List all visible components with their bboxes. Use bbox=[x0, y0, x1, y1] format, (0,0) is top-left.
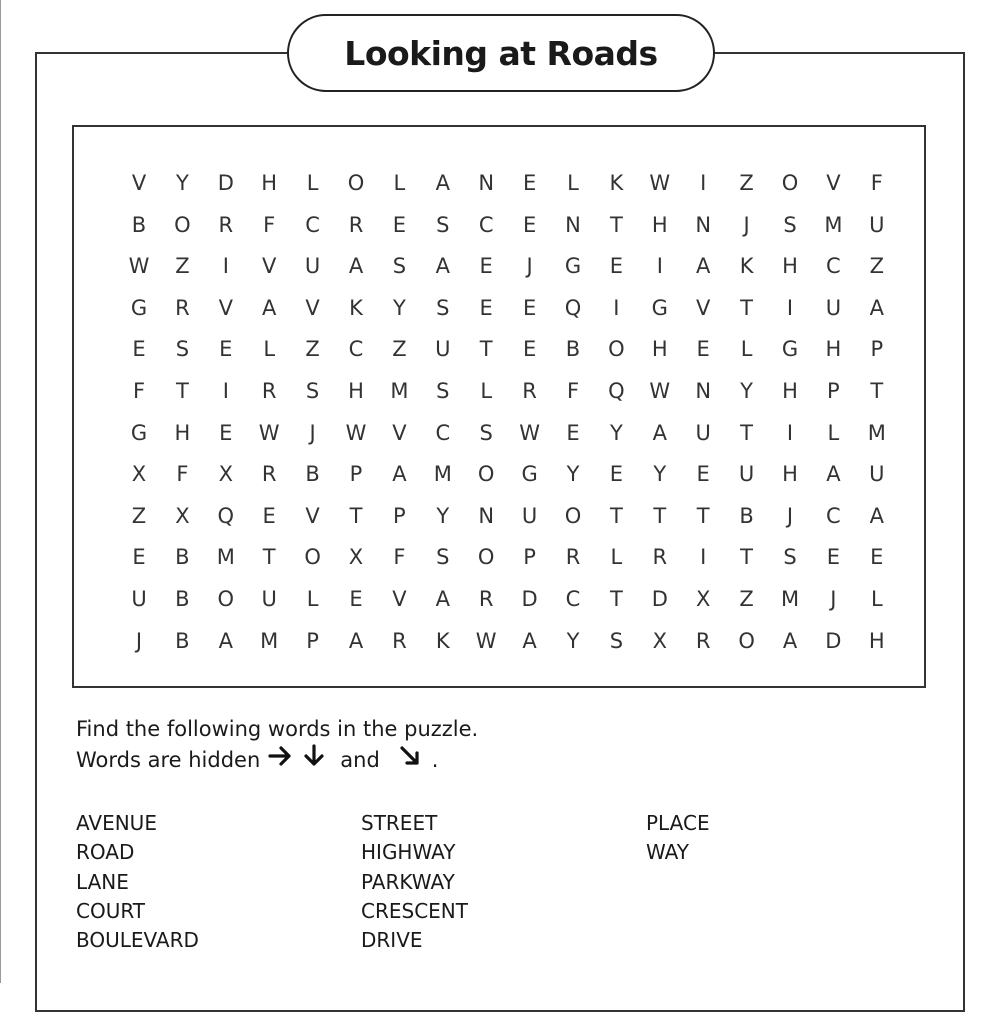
grid-letter: Z bbox=[131, 503, 147, 528]
grid-letter: Z bbox=[739, 171, 754, 195]
grid-letter: Y bbox=[436, 503, 450, 528]
grid-letter: T bbox=[479, 337, 493, 362]
grid-letter: R bbox=[348, 212, 364, 237]
grid-letter: O bbox=[781, 171, 799, 195]
grid-letter: N bbox=[695, 212, 712, 237]
grid-letter: Y bbox=[653, 462, 667, 487]
grid-letter: E bbox=[479, 254, 493, 279]
grid-letter: E bbox=[522, 212, 537, 237]
grid-letter: E bbox=[870, 545, 884, 570]
grid-letter: K bbox=[739, 254, 754, 279]
grid-letter: C bbox=[348, 337, 364, 362]
grid-letter: A bbox=[652, 420, 667, 445]
grid-letter: Y bbox=[566, 462, 580, 487]
right-arrow-icon bbox=[268, 745, 294, 775]
grid-letter: B bbox=[739, 503, 754, 528]
grid-row bbox=[74, 584, 924, 614]
grid-letter: E bbox=[696, 337, 710, 362]
grid-letter: R bbox=[695, 628, 711, 653]
word-list-column-3 bbox=[646, 809, 710, 868]
grid-letter: Z bbox=[175, 254, 190, 279]
grid-letter: E bbox=[392, 212, 407, 237]
grid-letter: J bbox=[786, 503, 794, 528]
grid-letter: R bbox=[652, 545, 668, 570]
grid-row bbox=[74, 626, 924, 656]
grid-letter: Y bbox=[566, 628, 580, 653]
grid-letter: P bbox=[349, 462, 363, 487]
word-list-item: PARKWAY bbox=[361, 869, 455, 894]
grid-letter: M bbox=[433, 462, 452, 487]
grid-letter: U bbox=[261, 587, 277, 611]
grid-letter: V bbox=[826, 171, 841, 195]
grid-letter: F bbox=[870, 171, 883, 195]
grid-letter: R bbox=[392, 628, 407, 653]
grid-letter: V bbox=[392, 587, 407, 611]
grid-letter: Y bbox=[175, 171, 189, 195]
grid-letter: Y bbox=[740, 379, 753, 403]
grid-letter: M bbox=[867, 420, 886, 445]
grid-letter: W bbox=[345, 420, 367, 445]
grid-letter: L bbox=[306, 171, 319, 195]
grid-letter: S bbox=[479, 420, 493, 445]
grid-letter: H bbox=[651, 337, 668, 362]
grid-letter: S bbox=[436, 379, 450, 403]
grid-letter: U bbox=[304, 254, 321, 279]
grid-letter: E bbox=[262, 503, 276, 528]
grid-letter: E bbox=[609, 462, 624, 487]
grid-letter: A bbox=[522, 628, 537, 653]
grid-letter: O bbox=[564, 503, 582, 528]
grid-letter: A bbox=[869, 295, 884, 320]
grid-letter: B bbox=[175, 628, 190, 653]
grid-letter: D bbox=[217, 171, 234, 195]
grid-letter: T bbox=[262, 545, 276, 570]
grid-letter: J bbox=[309, 420, 316, 445]
grid-letter: F bbox=[263, 212, 276, 237]
grid-letter: T bbox=[870, 379, 884, 403]
grid-row bbox=[74, 168, 924, 198]
grid-letter: U bbox=[521, 503, 538, 528]
grid-letter: Q bbox=[564, 295, 582, 320]
grid-letter: U bbox=[131, 587, 147, 611]
grid-letter: M bbox=[780, 587, 800, 611]
grid-letter: D bbox=[825, 628, 842, 653]
grid-letter: B bbox=[131, 212, 147, 237]
grid-letter: Z bbox=[739, 587, 754, 611]
grid-letter: L bbox=[827, 420, 840, 445]
grid-letter: T bbox=[653, 503, 667, 528]
grid-letter: B bbox=[175, 587, 190, 611]
grid-letter: H bbox=[348, 379, 364, 403]
grid-letter: U bbox=[869, 212, 885, 237]
grid-letter: H bbox=[782, 254, 798, 279]
grid-letter: C bbox=[305, 212, 320, 237]
grid-letter: L bbox=[306, 587, 319, 611]
grid-letter: Y bbox=[392, 295, 406, 320]
grid-letter: X bbox=[652, 628, 667, 653]
grid-letter: S bbox=[609, 628, 624, 653]
grid-letter: E bbox=[479, 295, 493, 320]
grid-letter: S bbox=[783, 212, 797, 237]
grid-letter: O bbox=[217, 587, 235, 611]
grid-letter: H bbox=[868, 628, 885, 653]
grid-letter: A bbox=[435, 254, 450, 279]
instructions-period: . bbox=[431, 748, 439, 772]
instructions bbox=[76, 714, 478, 776]
grid-letter: E bbox=[566, 420, 580, 445]
grid-letter: F bbox=[566, 379, 580, 403]
grid-letter: W bbox=[519, 420, 540, 445]
grid-letter: O bbox=[477, 545, 495, 570]
grid-letter: Q bbox=[608, 379, 625, 403]
grid-letter: R bbox=[261, 379, 277, 403]
grid-letter: Z bbox=[305, 337, 320, 362]
grid-letter: A bbox=[435, 171, 450, 195]
grid-letter: A bbox=[218, 628, 233, 653]
grid-letter: V bbox=[392, 420, 407, 445]
grid-letter: R bbox=[478, 587, 494, 611]
grid-row bbox=[74, 376, 924, 406]
grid-letter: G bbox=[130, 420, 148, 445]
grid-letter: F bbox=[132, 379, 146, 403]
grid-letter: N bbox=[695, 379, 712, 403]
word-list-column-1 bbox=[76, 809, 199, 955]
grid-letter: H bbox=[651, 212, 668, 237]
grid-letter: G bbox=[521, 462, 538, 487]
grid-letter: U bbox=[825, 295, 842, 320]
grid-letter: N bbox=[565, 212, 581, 237]
grid-letter: M bbox=[824, 212, 843, 237]
grid-letter: T bbox=[696, 503, 710, 528]
page-edge bbox=[0, 0, 1, 983]
grid-letter: N bbox=[478, 171, 495, 195]
grid-letter: J bbox=[743, 212, 750, 237]
grid-letter: A bbox=[826, 462, 841, 487]
grid-letter: P bbox=[523, 545, 536, 570]
grid-letter: M bbox=[216, 545, 235, 570]
grid-letter: B bbox=[305, 462, 320, 487]
word-list-item: HIGHWAY bbox=[361, 840, 456, 865]
grid-letter: P bbox=[306, 628, 319, 653]
grid-letter: X bbox=[348, 545, 364, 570]
grid-letter: W bbox=[258, 420, 280, 445]
grid-letter: E bbox=[522, 295, 537, 320]
grid-letter: O bbox=[304, 545, 321, 570]
grid-letter: S bbox=[436, 212, 450, 237]
grid-letter: H bbox=[174, 420, 191, 445]
grid-letter: A bbox=[392, 462, 407, 487]
grid-letter: R bbox=[522, 379, 537, 403]
grid-row bbox=[74, 251, 924, 281]
grid-letter: P bbox=[393, 503, 406, 528]
grid-letter: E bbox=[219, 337, 233, 362]
instructions-line-2 bbox=[76, 744, 478, 776]
grid-letter: W bbox=[649, 379, 671, 403]
grid-row bbox=[74, 542, 924, 572]
instructions-prefix: Words are hidden bbox=[76, 748, 261, 772]
grid-letter: V bbox=[262, 254, 277, 279]
word-list-item: AVENUE bbox=[76, 811, 157, 835]
grid-letter: S bbox=[305, 379, 320, 403]
grid-letter: K bbox=[435, 628, 450, 653]
grid-letter: C bbox=[435, 420, 451, 445]
grid-letter: G bbox=[564, 254, 582, 279]
grid-letter: O bbox=[174, 212, 191, 237]
grid-row bbox=[74, 459, 924, 489]
grid-letter: Z bbox=[392, 337, 407, 362]
word-list-item: CRESCENT bbox=[361, 898, 468, 923]
word-list-item: COURT bbox=[76, 898, 146, 923]
grid-letter: I bbox=[786, 420, 794, 445]
word-list-column-2 bbox=[361, 809, 468, 955]
grid-letter: H bbox=[782, 462, 798, 487]
word-list-item: DRIVE bbox=[361, 928, 423, 953]
grid-letter: R bbox=[218, 212, 234, 237]
grid-letter: L bbox=[870, 587, 883, 611]
grid-letter: A bbox=[782, 628, 798, 653]
grid-letter: E bbox=[522, 171, 537, 195]
grid-letter: Z bbox=[869, 254, 884, 279]
grid-letter: P bbox=[870, 337, 884, 362]
grid-letter: I bbox=[786, 295, 794, 320]
grid-letter: S bbox=[436, 295, 450, 320]
instructions-line-1: Find the following words in the puzzle. bbox=[76, 717, 479, 741]
grid-letter: Y bbox=[609, 420, 623, 445]
grid-letter: V bbox=[218, 295, 233, 320]
grid-letter: Q bbox=[217, 503, 235, 528]
grid-letter: I bbox=[656, 254, 663, 279]
grid-letter: B bbox=[175, 545, 190, 570]
grid-letter: U bbox=[869, 462, 885, 487]
grid-letter: I bbox=[222, 254, 229, 279]
grid-letter: C bbox=[478, 212, 494, 237]
grid-letter: P bbox=[827, 379, 840, 403]
grid-letter: T bbox=[740, 420, 753, 445]
grid-letter: H bbox=[261, 171, 278, 195]
grid-letter: D bbox=[651, 587, 668, 611]
grid-letter: C bbox=[826, 503, 841, 528]
grid-letter: L bbox=[263, 337, 276, 362]
grid-letter: G bbox=[781, 337, 799, 362]
grid-letter: K bbox=[609, 171, 624, 195]
instructions-and: and bbox=[340, 748, 380, 772]
word-search-grid bbox=[72, 125, 926, 688]
grid-letter: R bbox=[261, 462, 277, 487]
grid-letter: F bbox=[393, 545, 406, 570]
grid-letter: S bbox=[436, 545, 450, 570]
grid-letter: A bbox=[869, 503, 884, 528]
grid-letter: E bbox=[349, 587, 363, 611]
grid-letter: M bbox=[390, 379, 409, 403]
down-arrow-icon bbox=[302, 744, 326, 776]
grid-letter: U bbox=[738, 462, 755, 487]
grid-letter: V bbox=[305, 295, 320, 320]
grid-letter: I bbox=[700, 171, 707, 195]
grid-letter: T bbox=[609, 503, 623, 528]
grid-letter: L bbox=[567, 171, 579, 195]
grid-letter: L bbox=[740, 337, 753, 362]
grid-letter: X bbox=[218, 462, 233, 487]
grid-letter: A bbox=[435, 587, 450, 611]
grid-letter: X bbox=[131, 462, 147, 487]
grid-letter: C bbox=[826, 254, 841, 279]
grid-letter: H bbox=[782, 379, 798, 403]
grid-letter: J bbox=[135, 628, 143, 653]
grid-letter: O bbox=[608, 337, 625, 362]
grid-letter: T bbox=[609, 212, 623, 237]
grid-letter: E bbox=[696, 462, 710, 487]
word-list-item: PLACE bbox=[646, 811, 710, 835]
grid-row bbox=[74, 293, 924, 323]
word-list-item: WAY bbox=[646, 840, 690, 865]
grid-letter: E bbox=[219, 420, 233, 445]
grid-letter: S bbox=[392, 254, 407, 279]
grid-letter: T bbox=[175, 379, 189, 403]
word-list-item: ROAD bbox=[76, 840, 135, 865]
grid-letter: N bbox=[478, 503, 495, 528]
grid-letter: A bbox=[348, 254, 364, 279]
word-list-item: BOULEVARD bbox=[76, 928, 199, 953]
grid-letter: I bbox=[700, 545, 707, 570]
grid-letter: W bbox=[128, 254, 150, 279]
grid-letter: A bbox=[348, 628, 364, 653]
grid-letter: E bbox=[132, 545, 146, 570]
grid-letter: W bbox=[649, 171, 671, 195]
grid-letter: O bbox=[347, 171, 365, 195]
grid-letter: J bbox=[830, 587, 837, 611]
grid-letter: J bbox=[526, 254, 533, 279]
grid-letter: K bbox=[349, 295, 363, 320]
grid-letter: F bbox=[176, 462, 189, 487]
word-list-item: LANE bbox=[76, 869, 129, 894]
grid-letter: B bbox=[565, 337, 581, 362]
grid-letter: W bbox=[475, 628, 497, 653]
grid-letter: O bbox=[738, 628, 755, 653]
grid-letter: C bbox=[565, 587, 581, 611]
grid-letter: R bbox=[175, 295, 190, 320]
page-title: Looking at Roads bbox=[287, 14, 715, 92]
grid-letter: T bbox=[740, 545, 753, 570]
grid-letter: H bbox=[825, 337, 842, 362]
grid-letter: V bbox=[131, 171, 147, 195]
grid-letter: A bbox=[696, 254, 711, 279]
grid-letter: U bbox=[695, 420, 711, 445]
grid-letter: X bbox=[695, 587, 711, 611]
grid-letter: I bbox=[222, 379, 229, 403]
grid-letter: T bbox=[609, 587, 623, 611]
grid-letter: A bbox=[262, 295, 277, 320]
grid-letter: E bbox=[132, 337, 146, 362]
grid-letter: S bbox=[783, 545, 797, 570]
grid-letter: T bbox=[349, 503, 363, 528]
grid-row bbox=[74, 501, 924, 531]
grid-letter: G bbox=[130, 295, 148, 320]
grid-letter: L bbox=[610, 545, 623, 570]
grid-letter: V bbox=[305, 503, 320, 528]
grid-letter: I bbox=[613, 295, 620, 320]
diagonal-down-right-arrow-icon bbox=[398, 744, 422, 776]
grid-row bbox=[74, 334, 924, 364]
grid-letter: O bbox=[477, 462, 495, 487]
grid-letter: G bbox=[651, 295, 668, 320]
grid-letter: X bbox=[175, 503, 190, 528]
grid-letter: E bbox=[826, 545, 841, 570]
grid-letter: L bbox=[393, 171, 406, 195]
grid-letter: M bbox=[260, 628, 279, 653]
grid-letter: L bbox=[480, 379, 493, 403]
grid-letter: V bbox=[696, 295, 711, 320]
grid-letter: U bbox=[435, 337, 451, 362]
word-list-item: STREET bbox=[361, 811, 438, 835]
grid-row bbox=[74, 418, 924, 448]
grid-letter: E bbox=[609, 254, 624, 279]
grid-letter: E bbox=[522, 337, 537, 362]
grid-row bbox=[74, 210, 924, 240]
grid-letter: R bbox=[565, 545, 581, 570]
grid-letter: T bbox=[740, 295, 753, 320]
grid-letter: D bbox=[521, 587, 538, 611]
grid-letter: S bbox=[175, 337, 190, 362]
